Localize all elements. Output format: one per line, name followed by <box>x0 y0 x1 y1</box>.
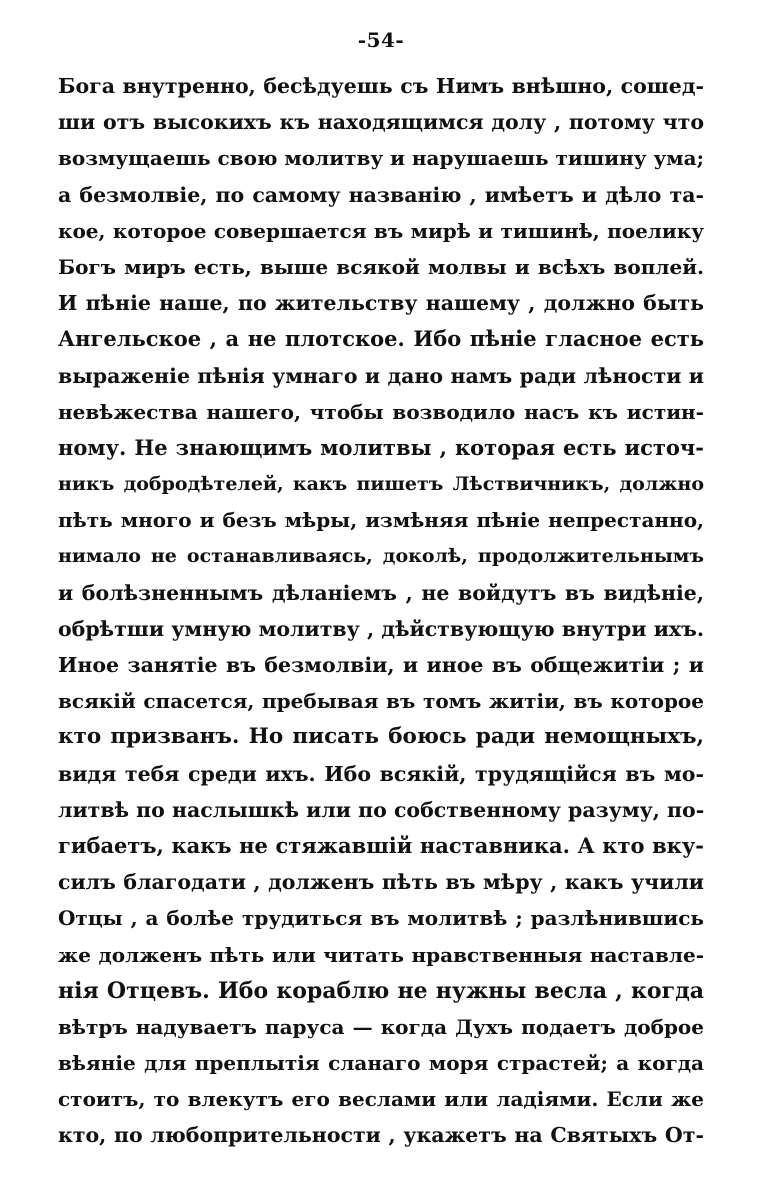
text-line: возмущаешь свою молитву и нарушаешь тишину ума; <box>58 146 704 171</box>
text-line: пѣть много и безъ мѣры, измѣняя пѣніе непрестанно, <box>58 508 704 533</box>
page-number: -54- <box>357 28 405 52</box>
text-line: нія Отцевъ. Ибо кораблю не нужны весла , когда <box>58 977 704 1004</box>
text-line: кто призванъ. Но писать боюсь ради немощныхъ, <box>58 724 704 750</box>
text-line: всякій спасется, пребывая въ томъ житіи, въ которое <box>58 689 704 714</box>
text-line: литвѣ по наслышкѣ или по собственному разуму, по- <box>58 797 704 822</box>
text-line: невѣжества нашего, чтобы возводило насъ къ истин- <box>58 399 704 424</box>
text-line: стоитъ, то влекутъ его веслами или ладіями. Если же <box>58 1087 704 1112</box>
text-line: силъ благодати , долженъ пѣть въ мѣру , какъ учили <box>58 870 704 895</box>
text-line: Иное занятіе въ безмолвіи, и иное въ общежитіи ; и <box>58 653 704 677</box>
text-line: нимало не останавливаясь, доколѣ, продолжительнымъ <box>58 545 704 568</box>
text-line: же долженъ пѣть или читать нравственныя наставле- <box>58 942 704 967</box>
text-line: Бога внутренно, бесѣдуешь съ Нимъ внѣшно, сошед- <box>58 74 704 98</box>
text-line: ши отъ высокихъ къ находящимся долу , потому что <box>58 110 704 135</box>
text-line: И пѣніе наше, по жительству нашему , должно быть <box>58 291 704 316</box>
text-line: а безмолвіе, по самому названію , имѣетъ и дѣло та- <box>58 182 704 207</box>
text-line: ному. Не знающимъ молитвы , которая есть источ- <box>58 434 704 460</box>
body-text <box>58 68 704 1154</box>
text-line: Ангельское , а не плотское. Ибо пѣніе гласное есть <box>58 326 704 352</box>
text-line: кое, которое совершается въ мирѣ и тишинѣ, поелику <box>58 218 704 243</box>
text-line: вѣяніе для преплытія сланаго моря страстей; а когда <box>58 1051 704 1076</box>
text-line: Отцы , а болѣе трудиться въ молитвѣ ; разлѣнившись <box>58 906 704 931</box>
text-line: Богъ миръ есть, выше всякой молвы и всѣхъ воплей. <box>58 254 704 279</box>
text-line: кто, по любопрительности , укажетъ на Святыхъ От- <box>58 1123 704 1148</box>
text-line: и болѣзненнымъ дѣланіемъ , не войдутъ въ видѣніе, <box>58 580 704 605</box>
text-line: гибаетъ, какъ не стяжавшій наставника. А кто вку- <box>58 832 704 858</box>
text-line: никъ добродѣтелей, какъ пишетъ Лѣствичникъ, должно <box>58 473 704 496</box>
text-line: выраженіе пѣнія умнаго и дано намъ ради лѣности и <box>58 363 704 388</box>
text-line: обрѣтши умную молитву , дѣйствующую внутри ихъ. <box>58 616 704 641</box>
text-line: видя тебя среди ихъ. Ибо всякій, трудящійся въ мо- <box>58 761 704 786</box>
text-line: вѣтръ надуваетъ паруса — когда Духъ подаетъ доброе <box>58 1014 704 1039</box>
